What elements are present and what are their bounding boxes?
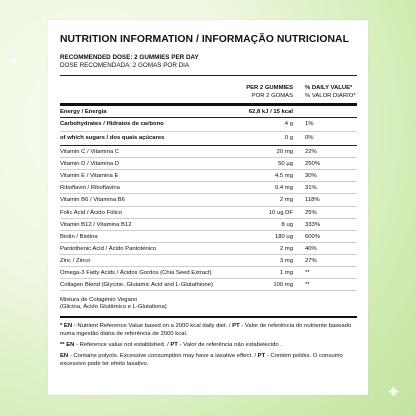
table-row: Zinc / Zinco 3 mg 27% — [60, 255, 357, 267]
table-row: Collagen Blend (Glycine, Glutamic Acid and L-Glutathione) 100 mg ** — [60, 279, 357, 291]
table-row-sugars: of which sugars / dos quais açúcares 0 g 0% — [60, 132, 357, 146]
table-row: Pantothenic Acid / Ácido Pantoténico 2 mg 40% — [60, 243, 357, 255]
footnote-daily-value: * EN - Nutrient Reference Value based on a 2000 kcal daily diet. / PT - Valor de referência do nutriente baseado numa ingestão diária de referência de 2000 kcal. — [60, 323, 352, 338]
table-row: Vitamin B12 / Vitamina B12 8 ug 333% — [60, 219, 357, 231]
panel-title: NUTRITION INFORMATION / INFORMAÇÃO NUTRICIONAL — [60, 34, 349, 45]
table-row: Biotin / Biotina 180 ug 600% — [60, 231, 357, 243]
footnotes — [60, 316, 357, 368]
footnote-not-established: ** EN - Reference value not established. / PT - Valor de referência não estabelecido . — [60, 342, 282, 349]
dose-pt: DOSE RECOMENDADA: 2 GOMAS POR DIA — [60, 62, 190, 69]
table-row: Vitamin D / Vitamina D 50 µg 250% — [60, 158, 357, 170]
table-row: Vitamin B6 / Vitamina B6 2 mg 118% — [60, 194, 357, 206]
dose-en: RECOMMENDED DOSE: 2 GUMMIES PER DAY — [60, 54, 199, 61]
table-row: Riboflavin / Riboflavina 0.4 mg 31% — [60, 182, 357, 194]
nutrition-panel — [48, 20, 368, 395]
sparkle-decoration: ✦ — [8, 53, 20, 69]
table-row: Vitamin E / Vitamina E 4.5 mg 30% — [60, 170, 357, 182]
table-row-energy: Energy / Energia 62,8 kJ / 15 kcal — [60, 106, 357, 118]
table-row-collagen-pt — [60, 291, 357, 315]
quantity-column-header: PER 2 GUMMIES POR 2 GOMAS — [246, 85, 293, 99]
sparkle-decoration: ✦ — [386, 382, 402, 402]
footnote-polyols: EN - Contains polyols. Excessive consumption may have a laxative effect. / PT - Contém polióis. O consumo excessivo pode ter efeito laxativo. — [60, 353, 343, 368]
table-row: Folic Acid / Ácido Fólico 10 ug DF 25% — [60, 207, 357, 219]
daily-value-column-header: % DAILY VALUE* % VALOR DIÁRIO* — [305, 85, 356, 99]
table-row: Omega-3 Fatty Acids / Ácidos Gordos (Chia Seed Extract) 1 mg ** — [60, 267, 357, 279]
collagen-ingredients-pt: (Glicina, Ácido Glutâmico e L-Glutationa) — [60, 304, 167, 311]
recommended-dose — [60, 54, 357, 76]
column-headers — [60, 76, 357, 106]
collagen-name-pt: Mistura de Colagénio Vegano — [60, 297, 138, 304]
table-row: Vitamin C / Vitamina C 20 mg 22% — [60, 146, 357, 158]
table-row-carbohydrates: Carbohydrates / Hidratos de carbono 4 g 1% — [60, 118, 357, 132]
